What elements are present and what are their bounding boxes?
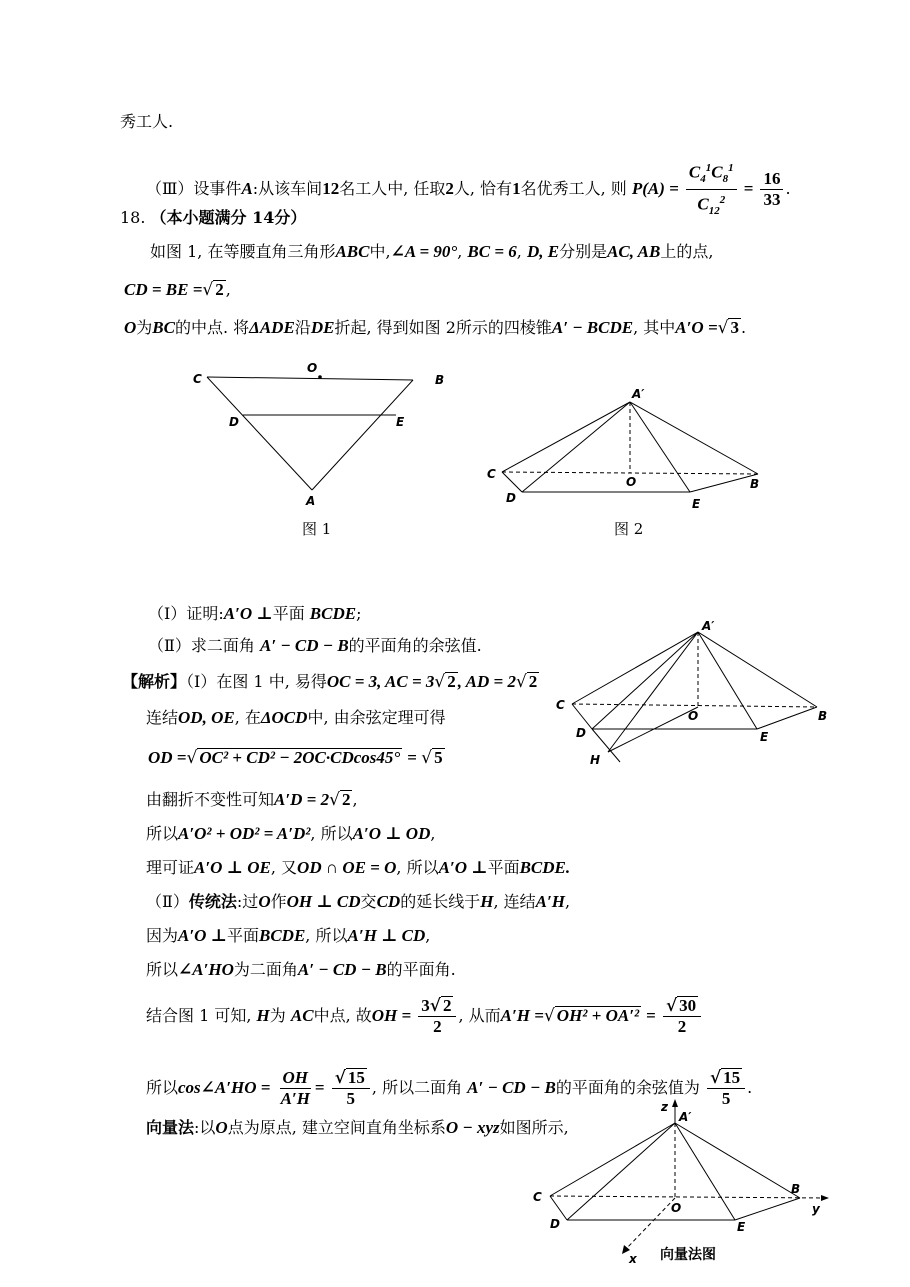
fig2-label-o: O <box>626 475 637 489</box>
fig4-label-c: C <box>533 1190 542 1204</box>
solution-line-10: 结合图 1 可知, H为 AC中点, 故OH = $\frac{3√ 2}{2}$ , 从而A′H =√ OH² + OA′² = $\frac{√ 30}{2}$ <box>146 996 703 1037</box>
figure-2-caption: 图 2 <box>614 520 644 538</box>
fig3-label-a: A′ <box>702 619 715 633</box>
solution-line-5: 所以A′O² + OD² = A′D², 所以A′O ⊥ OD, <box>146 824 436 843</box>
fig2-label-b: B <box>750 477 760 491</box>
solution-line-1: 【解析】（Ⅰ）在图 1 中, 易得OC = 3, AC = 3√ 2 , AD = 2√ 2 <box>122 672 538 692</box>
solution-line-2: 连结OD, OE, 在ΔOCD中, 由余弦定理可得 <box>146 708 446 727</box>
figure-3 <box>552 612 842 772</box>
figure-4-caption: 向量法图 <box>660 1247 716 1263</box>
fig1-label-b: B <box>435 373 445 387</box>
fig1-label-o: O <box>307 361 318 375</box>
fig3-label-h: H <box>590 753 601 767</box>
figure-1 <box>185 360 455 520</box>
fig4-label-e: E <box>737 1220 746 1234</box>
statement-line-2: CD = BE =√ 2 , <box>124 280 231 300</box>
part1-line: （Ⅰ）证明:A′O ⊥平面 BCDE; <box>148 604 362 623</box>
solution-line-9: 所以∠A′HO为二面角A′ − CD − B的平面角. <box>146 960 456 979</box>
fig3-label-e: E <box>760 730 769 744</box>
statement-line-1: 如图 1, 在等腰直角三角形ABC中,∠A = 90°, BC = 6, D, E分别是AC, AB上的点, <box>150 242 714 261</box>
solution-line-6: 理可证A′O ⊥ OE, 又OD ∩ OE = O, 所以A′O ⊥平面BCDE. <box>146 858 571 877</box>
solution-line-8: 因为A′O ⊥平面BCDE, 所以A′H ⊥ CD, <box>146 926 431 945</box>
fig4-label-b: B <box>791 1182 801 1196</box>
fig1-label-c: C <box>193 372 202 386</box>
solution-line-12: 向量法:以O点为原点, 建立空间直角坐标系O − xyz如图所示, <box>146 1118 569 1137</box>
figure-2 <box>480 382 780 517</box>
solution-line-4: 由翻折不变性可知A′D = 2√ 2 , <box>146 790 358 810</box>
fig2-label-e: E <box>692 497 701 511</box>
problem-18-title: 18. （本小题满分 14分） <box>120 208 307 227</box>
fig2-label-d: D <box>506 491 516 505</box>
fig2-label-c: C <box>487 467 496 481</box>
fig3-label-d: D <box>576 726 586 740</box>
fig4-label-a: A′ <box>679 1110 692 1124</box>
fig4-label-x: x <box>629 1252 637 1266</box>
solution-line-11: 所以cos∠A′HO = $\frac{OH}{A'H}$ = $\frac{√ 15}{5}$ , 所以二面角 A′ − CD − B的平面角的余弦值为 $\frac{√ 15}{5}$ . <box>146 1068 753 1108</box>
fig4-label-z: z <box>661 1100 668 1114</box>
fig4-label-o: O <box>671 1201 682 1215</box>
solution-line-3: OD =√ OC² + CD² − 2OC·CDcos45° = √ 5 <box>148 748 443 768</box>
fig4-label-y: y <box>812 1202 820 1216</box>
part3-line: （Ⅲ）设事件A:从该车间12名工人中, 任取2人, 恰有1名优秀工人, 则 P(A) = $\frac{C_4^1C_8^1}{C_{12}^2}$ = $\frac{16}{33}$ . <box>146 158 791 221</box>
fig1-label-e: E <box>396 415 405 429</box>
fig1-label-d: D <box>229 415 239 429</box>
solution-line-7: （Ⅱ）传统法:过O作OH ⊥ CD交CD的延长线于H, 连结A′H, <box>146 892 571 911</box>
fig3-label-o: O <box>688 709 699 723</box>
fig3-label-c: C <box>556 698 565 712</box>
text-line-1: 秀工人. <box>120 112 174 131</box>
statement-line-3: O为BC的中点. 将ΔADE沿DE折起, 得到如图 2所示的四棱锥A′ − BCDE, 其中A′O =√ 3 . <box>124 318 747 338</box>
fig1-label-a: A <box>306 494 316 508</box>
fig2-label-a: A′ <box>632 387 645 401</box>
fig4-label-d: D <box>550 1217 560 1231</box>
fig3-label-b: B <box>818 709 828 723</box>
part2-line: （Ⅱ）求二面角 A′ − CD − B的平面角的余弦值. <box>148 636 482 655</box>
figure-1-caption: 图 1 <box>302 520 332 538</box>
